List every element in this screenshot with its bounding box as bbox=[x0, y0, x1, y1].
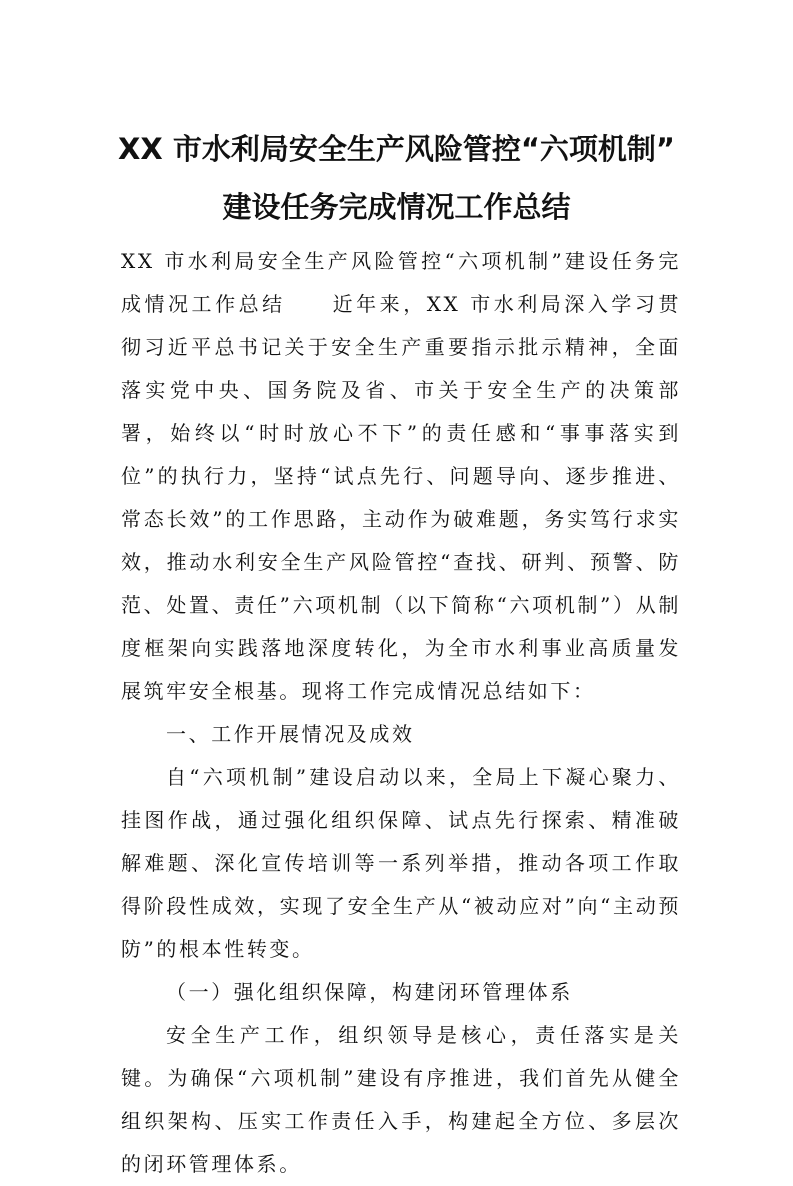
section-heading: 一、工作开展情况及成效 bbox=[166, 722, 415, 746]
document-body bbox=[121, 240, 681, 1186]
section-paragraph: 自“六项机制”建设启动以来，全局上下凝心聚力、挂图作战，通过强化组织保障、试点先行探索、精准破解难题、深化宣传培训等一系列举措，推动各项工作取得阶段性成效，实现了安全生产从“被动应对”向“主动预防”的根本性转变。 bbox=[121, 765, 681, 961]
intro-paragraph: XX 市水利局安全生产风险管控“六项机制”建设任务完成情况工作总结 近年来，XX 市水利局深入学习贯彻习近平总书记关于安全生产重要指示批示精神，全面落实党中央、国务院及省、市关于安全生产的决策部署，始终以“时时放心不下”的责任感和“事事落实到位”的执行力，坚持“试点先行、问题导向、逐步推进、常态长效”的工作思路，主动作为破难题，务实笃行求实效，推动水利安全生产风险管控“查找、研判、预警、防范、处置、责任”六项机制（以下简称“六项机制”）从制度框架向实践落地深度转化，为全市水利事业高质量发展筑牢安全根基。现将工作完成情况总结如下： bbox=[121, 249, 681, 703]
document-title bbox=[100, 120, 693, 236]
title-line-2: 建设任务完成情况工作总结 bbox=[222, 190, 571, 224]
subsection-paragraph: 安全生产工作，组织领导是核心，责任落实是关键。为确保“六项机制”建设有序推进，我们首先从健全组织架构、压实工作责任入手，构建起全方位、多层次的闭环管理体系。 bbox=[121, 1023, 681, 1176]
subsection-heading: （一）强化组织保障，构建闭环管理体系 bbox=[166, 980, 573, 1004]
title-line-1: XX 市水利局安全生产风险管控“六项机制” bbox=[118, 132, 675, 166]
